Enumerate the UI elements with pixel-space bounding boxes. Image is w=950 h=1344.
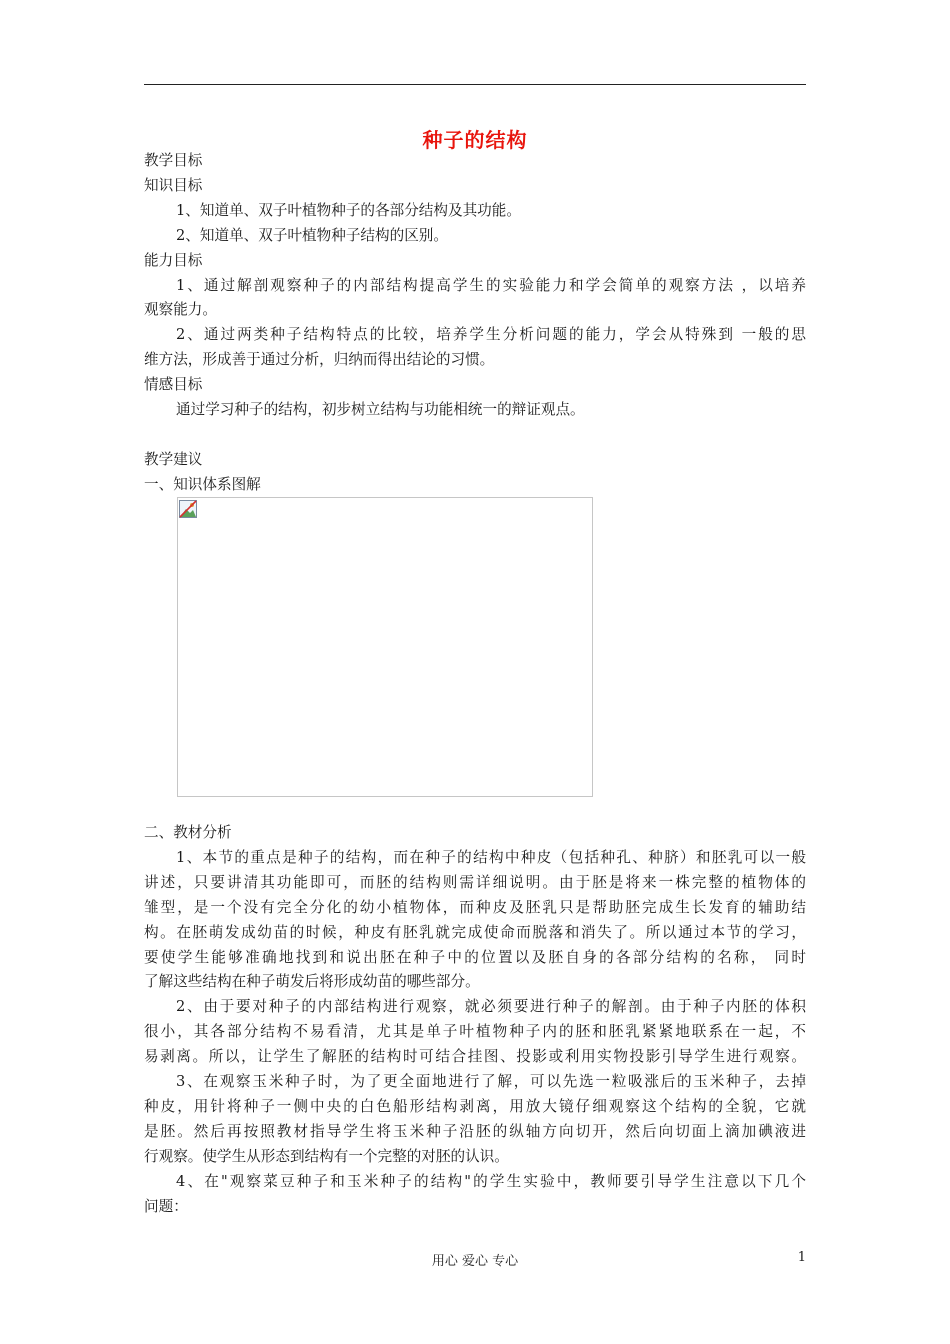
heading-teaching-suggestions: 教学建议 [144,451,203,468]
analysis-p3-line-1: 3、在观察玉米种子时，为了更全面地进行了解，可以先选一粒吸涨后的玉米种子，去掉 [176,1073,806,1090]
ability-item-1-line-2: 观察能力。 [144,301,217,318]
ability-item-2-line-2: 维方法，形成善于通过分析，归纳而得出结论的习惯。 [144,351,495,368]
analysis-p1-line-1: 1、本节的重点是种子的结构，而在种子的结构中种皮（包括种孔、种脐）和胚乳可以一般 [176,849,806,866]
analysis-p1-line-3: 雏型，是一个没有完全分化的幼小植物体，而种皮及胚乳只是帮助胚完成生长发育的辅助结 [144,899,806,916]
heading-teaching-goals: 教学目标 [144,152,203,169]
analysis-p3-line-4: 行观察。使学生从形态到结构有一个完整的对胚的认识。 [144,1148,509,1165]
heading-ability-goals: 能力目标 [144,252,203,269]
analysis-p3-line-2: 种皮，用针将种子一侧中央的白色船形结构剥离，用放大镜仔细观察这个结构的全貌，它就 [144,1098,806,1115]
analysis-p2-line-3: 易剥离。所以，让学生了解胚的结构时可结合挂图、投影或利用实物投影引导学生进行观察。 [144,1048,806,1065]
knowledge-item-1: 1、知道单、双子叶植物种子的各部分结构及其功能。 [176,202,521,219]
emotion-item-1: 通过学习种子的结构，初步树立结构与功能相统一的辩证观点。 [176,401,585,418]
analysis-p4-line-2: 问题： [144,1198,188,1215]
heading-textbook-analysis: 二、教材分析 [144,824,232,841]
header-rule [144,84,806,85]
analysis-p3-line-3: 是胚。然后再按照教材指导学生将玉米种子沿胚的纵轴方向切开，然后向切面上滴加碘液进 [144,1123,806,1140]
document-title: 种子的结构 [422,128,528,152]
analysis-p1-line-6: 了解这些结构在种子萌发后将形成幼苗的哪些部分。 [144,973,480,990]
analysis-p1-line-2: 讲述，只要讲清其功能即可，而胚的结构则需详细说明。由于胚是将来一株完整的植物体的 [144,874,806,891]
knowledge-item-2: 2、知道单、双子叶植物种子结构的区别。 [176,227,448,244]
heading-knowledge-diagram: 一、知识体系图解 [144,476,261,493]
page-number: 1 [797,1250,806,1265]
analysis-p2-line-1: 2、由于要对种子的内部结构进行观察，就必须要进行种子的解剖。由于种子内胚的体积 [176,998,806,1015]
ability-item-1-line-1: 1、通过解剖观察种子的内部结构提高学生的实验能力和学会简单的观察方法 ，以培养 [176,277,806,294]
broken-image-icon [178,499,198,519]
analysis-p4-line-1: 4、在"观察菜豆种子和玉米种子的结构"的学生实验中，教师要引导学生注意以下几个 [176,1173,806,1190]
page-footer: 用心 爱心 专心 [431,1254,519,1269]
analysis-p2-line-2: 很小，其各部分结构不易看清，尤其是单子叶植物种子内的胚和胚乳紧紧地联系在一起，不 [144,1023,806,1040]
ability-item-2-line-1: 2、通过两类种子结构特点的比较，培养学生分析问题的能力，学会从特殊到 一般的思 [176,326,806,343]
analysis-p1-line-5: 要使学生能够准确地找到和说出胚在种子中的位置以及胚自身的各部分结构的名称， 同时 [144,949,806,966]
heading-emotion-goals: 情感目标 [144,376,203,393]
analysis-p1-line-4: 构。在胚萌发成幼苗的时候，种皮有胚乳就完成使命而脱落和消失了。所以通过本节的学习， [144,924,806,941]
diagram-image-placeholder [177,497,593,797]
heading-knowledge-goals: 知识目标 [144,177,203,194]
